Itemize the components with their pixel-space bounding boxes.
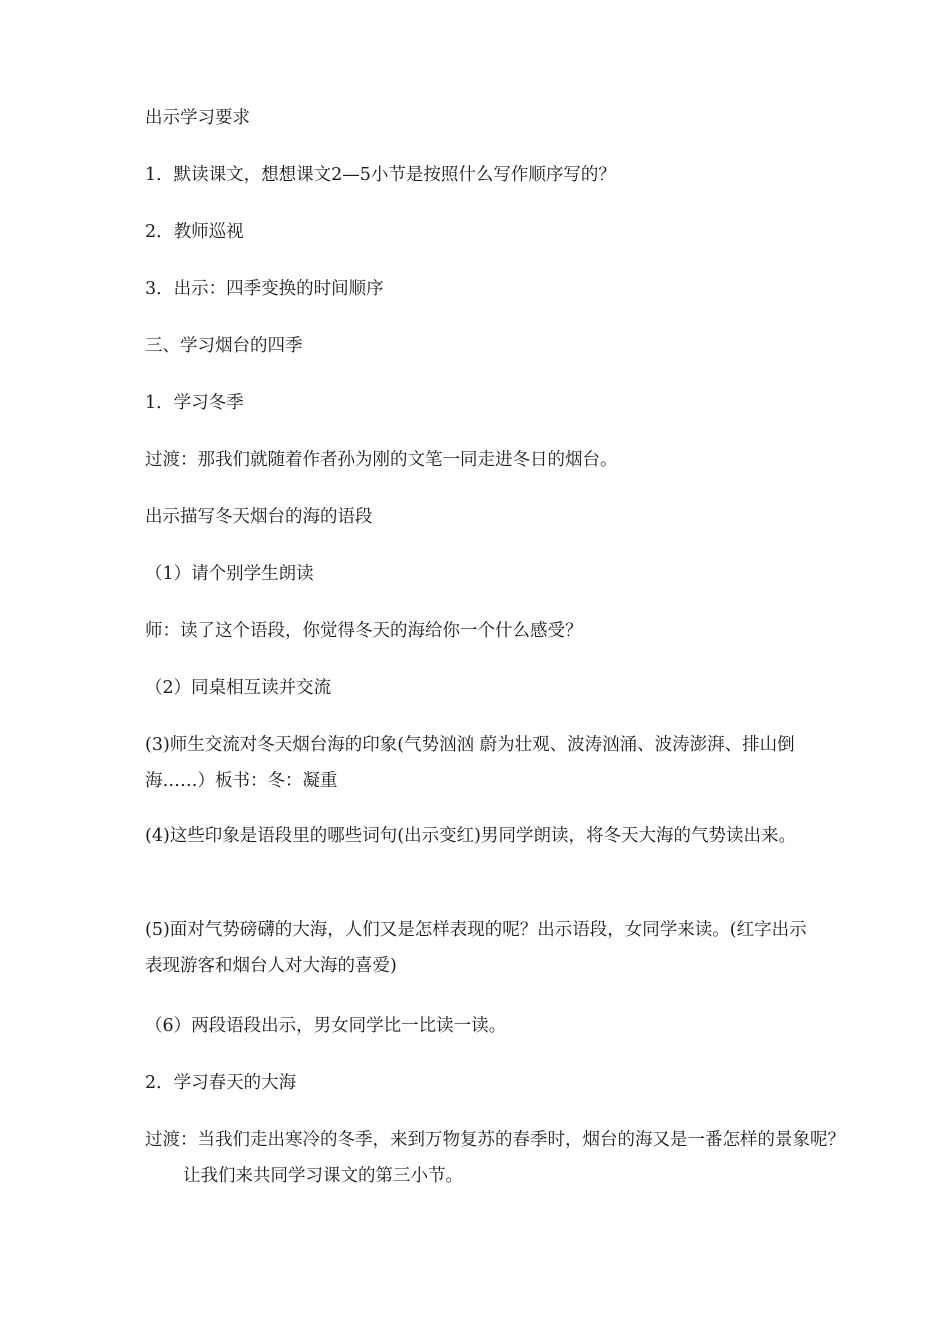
paragraph: （2）同桌相互读并交流 xyxy=(145,678,332,698)
paragraph: 过渡：当我们走出寒冷的冬季，来到万物复苏的春季时，烟台的海又是一番怎样的景象呢？让我们来共同学习课文的第三小节。 xyxy=(145,1130,845,1186)
paragraph: 出示描写冬天烟台的海的语段 xyxy=(145,507,373,527)
paragraph: 1．学习冬季 xyxy=(145,393,244,413)
paragraph: 出示学习要求 xyxy=(145,108,250,128)
paragraph: 1．默读课文，想想课文2—5小节是按照什么写作顺序写的？ xyxy=(145,165,616,185)
paragraph: 3．出示：四季变换的时间顺序 xyxy=(145,279,384,299)
paragraph: 过渡：那我们就随着作者孙为刚的文笔一同走进冬日的烟台。 xyxy=(145,450,618,470)
paragraph: (3)师生交流对冬天烟台海的印象(气势汹汹 蔚为壮观、波涛汹涌、波涛澎湃、排山倒海……）板书：冬：凝重 xyxy=(145,735,795,791)
paragraph: 师：读了这个语段，你觉得冬天的海给你一个什么感受？ xyxy=(145,621,583,641)
paragraph: 2．学习春天的大海 xyxy=(145,1073,297,1093)
paragraph: 2．教师巡视 xyxy=(145,222,244,242)
paragraph: （1）请个别学生朗读 xyxy=(145,564,314,584)
paragraph: (4)这些印象是语段里的哪些词句(出示变红)男同学朗读，将冬天大海的气势读出来。 xyxy=(145,826,796,846)
paragraph: (5)面对气势磅礴的大海，人们又是怎样表现的呢？出示语段，女同学来读。(红字出示表现游客和烟台人对大海的喜爱) xyxy=(145,920,807,976)
paragraph: （6）两段语段出示，男女同学比一比读一读。 xyxy=(145,1016,507,1036)
section-heading: 三、学习烟台的四季 xyxy=(145,336,303,356)
